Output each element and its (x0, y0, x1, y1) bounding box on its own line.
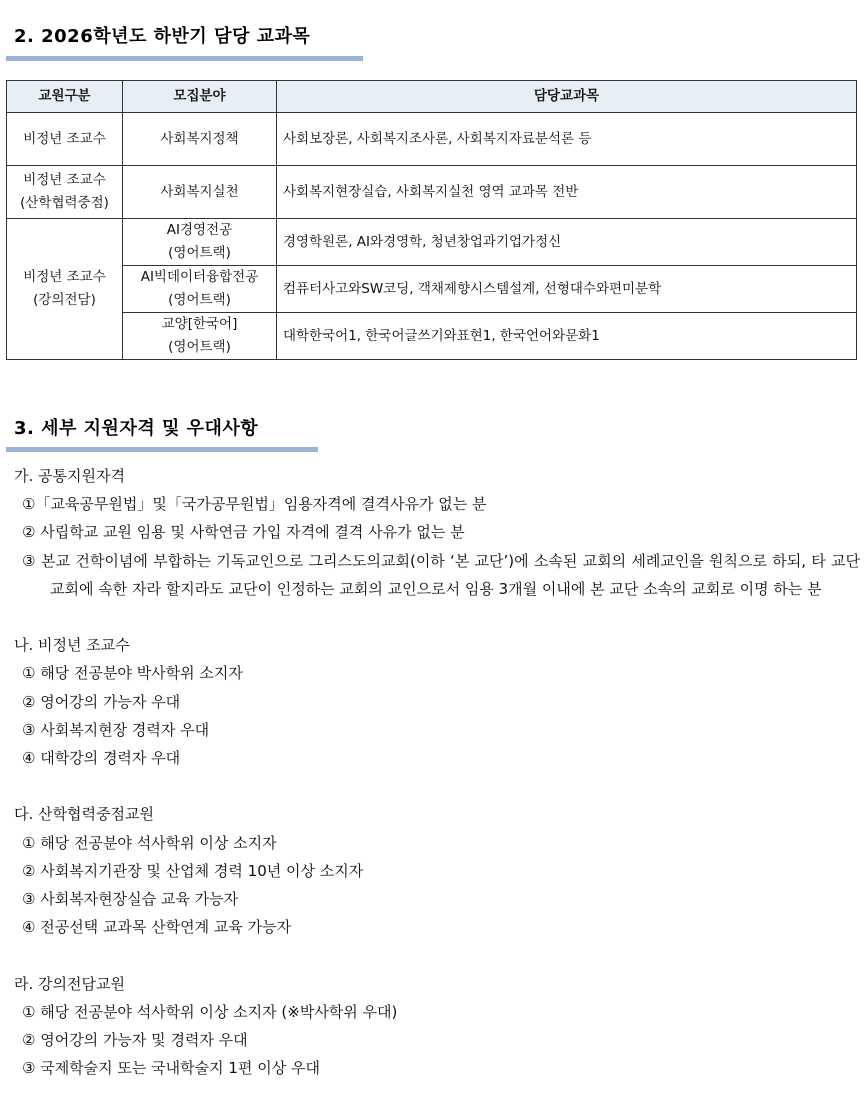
header-category: 교원구분 (7, 81, 123, 113)
cell-field (123, 313, 277, 360)
list-item: ② 영어강의 가능자 및 경력자 우대 (22, 1031, 248, 1050)
spacer (14, 603, 860, 631)
list-item: ② 영어강의 가능자 우대 (22, 692, 181, 711)
list-item: ④ 전공선택 교과목 산학연계 교육 가능자 (22, 918, 292, 937)
cell-line: (산학협력중점) (20, 195, 109, 211)
table-row (7, 113, 857, 166)
cell-line: AI빅데이터융합전공 (140, 269, 259, 285)
cell-courses: 경영학원론, AI와경영학, 청년창업과기업가정신 (277, 219, 857, 266)
list-item: ①「교육공무원법」및「국가공무원법」임용자격에 결격사유가 없는 분 (22, 495, 487, 514)
header-field: 모집분야 (123, 81, 277, 113)
list-item: ② 사립학교 교원 임용 및 사학연금 가입 자격에 결격 사유가 없는 분 (22, 523, 465, 542)
table-row (7, 219, 857, 266)
cell-line: 비정년 조교수 (23, 172, 106, 188)
table-row (7, 166, 857, 219)
qualification-list (14, 462, 860, 1082)
list-item: ④ 대학강의 경력자 우대 (22, 749, 181, 768)
group-heading-industry-faculty: 다. 산학협력중점교원 (14, 805, 154, 824)
list-item: ③ 국제학술지 또는 국내학술지 1편 이상 우대 (22, 1059, 320, 1078)
cell-line: AI경영전공 (166, 222, 233, 238)
cell-field (123, 219, 277, 266)
cell-courses: 사회보장론, 사회복지조사론, 사회복지자료분석론 등 (277, 113, 857, 166)
cell-courses: 컴퓨터사고와SW코딩, 객채제향시스템설계, 선형대수와편미분학 (277, 266, 857, 313)
cell-field (123, 166, 277, 219)
cell-line: (강의전담) (33, 292, 96, 308)
cell-field (123, 266, 277, 313)
list-item: ① 해당 전공분야 박사학위 소지자 (22, 664, 243, 683)
spacer (14, 941, 860, 969)
group-heading-teaching-faculty: 라. 강의전담교원 (14, 974, 125, 993)
table-row (7, 313, 857, 360)
spacer (14, 772, 860, 800)
cell-category (7, 166, 123, 219)
cell-category (7, 219, 123, 360)
list-item: ③ 본교 건학이념에 부합하는 기독교인으로 그리스도의교회(이하 ‘본 교단’)에 소속된 교회의 세례교인을 원칙으로 하되, 타 교단 교회에 속한 자라 할지라도 교단이 인정하는 교회의 교인으로서 임용 3개월 이내에 본 교단 소속의 교회로 이명 하는 분 (22, 551, 860, 598)
section-3-underline (6, 447, 318, 452)
cell-line: (영어트랙) (168, 245, 231, 261)
cell-line: 비정년 조교수 (23, 269, 106, 285)
table-row (7, 266, 857, 313)
cell-courses: 사회복지현장실습, 사회복지실천 영역 교과목 전반 (277, 166, 857, 219)
cell-line: 교양[한국어] (161, 316, 238, 332)
section-3-title: 3. 세부 지원자격 및 우대사항 (14, 418, 259, 439)
table-header-row (7, 81, 857, 113)
list-item: ① 해당 전공분야 석사학위 이상 소지자 (※박사학위 우대) (22, 1002, 398, 1021)
cell-field (123, 113, 277, 166)
list-item: ③ 사회복자현장실습 교육 가능자 (22, 890, 239, 909)
cell-category (7, 113, 123, 166)
cell-courses: 대학한국어1, 한국어글쓰기와표현1, 한국언어와문화1 (277, 313, 857, 360)
list-item: ① 해당 전공분야 석사학위 이상 소지자 (22, 833, 277, 852)
cell-line: (영어트랙) (168, 339, 231, 355)
group-heading-common: 가. 공통지원자격 (14, 467, 125, 485)
section-2-title: 2. 2026학년도 하반기 담당 교과목 (14, 26, 311, 47)
cell-line: 사회복지정책 (160, 130, 239, 147)
section-2-underline (6, 56, 363, 61)
list-item: ③ 사회복지현장 경력자 우대 (22, 720, 210, 739)
header-courses: 담당교과목 (277, 81, 857, 113)
course-table (6, 80, 857, 360)
cell-line: 사회복지실천 (160, 183, 239, 200)
cell-line: (영어트랙) (168, 292, 231, 308)
cell-line: 비정년 조교수 (23, 130, 106, 147)
list-item: ② 사회복지기관장 및 산업체 경력 10년 이상 소지자 (22, 861, 364, 880)
group-heading-assistant-professor: 나. 비정년 조교수 (14, 636, 130, 655)
